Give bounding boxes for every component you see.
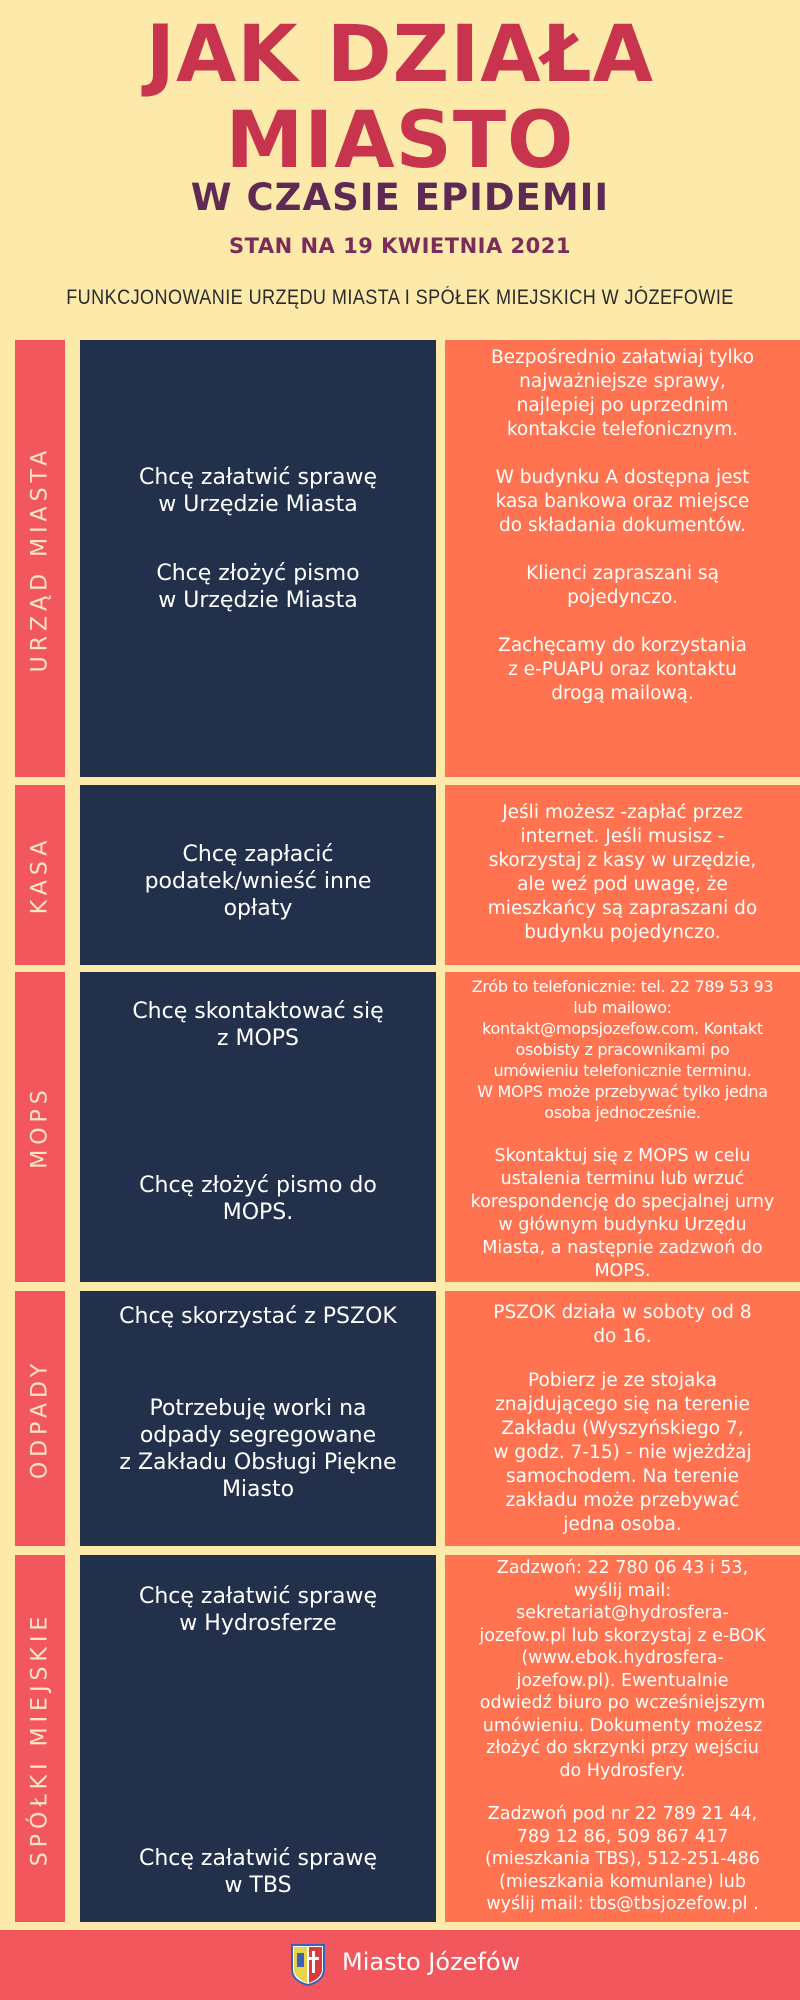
section-mops [0, 972, 800, 1282]
question: Chcę złożyć pismo w Urzędzie Miasta [156, 561, 360, 613]
questions-panel [80, 340, 436, 777]
header [0, 0, 800, 340]
side-bar [15, 340, 65, 777]
subtitle: W CZASIE EPIDEMII [190, 176, 610, 219]
section-label: SPÓŁKI MIEJSKIE [27, 1611, 53, 1866]
question: Chcę zapłacić podatek/wnieść inne opłaty [144, 842, 372, 921]
section-label: MOPS [27, 1085, 53, 1169]
title-line-1: JAK DZIAŁA [145, 10, 655, 100]
answer: Zachęcamy do korzystania z e-PUAPU oraz kontaktu drogą mailową. [498, 635, 747, 704]
questions-panel [80, 785, 436, 965]
answers-panel [445, 1555, 800, 1922]
side-bar [15, 1291, 65, 1546]
section-label: KASA [27, 835, 53, 915]
answer: Skontaktuj się z MOPS w celu ustalenia terminu lub wrzuć korespondencję do specjalnej urny w głównym budynku Urzędu Miasta, a następnie zadzwoń do MOPS. [470, 1146, 775, 1281]
answer: W budynku A dostępna jest kasa bankowa oraz miejsce do składania dokumentów. [495, 467, 750, 536]
section-label: ODPADY [27, 1358, 53, 1479]
answers-panel [445, 785, 800, 965]
question: Chcę złożyć pismo do MOPS. [139, 1173, 377, 1225]
question: Chcę załatwić sprawę w Hydrosferze [139, 1584, 377, 1636]
answer: Jeśli możesz -zapłać przez internet. Jeśli musisz - skorzystaj z kasy w urzędzie, ale weź pod uwagę, że mieszkańcy są zapraszani do budynku pojedynczo. [487, 802, 758, 943]
answers-panel [445, 340, 800, 777]
answers-panel [445, 972, 800, 1282]
date-line: STAN NA 19 KWIETNIA 2021 [229, 234, 571, 258]
answer: Zrób to telefonicznie: tel. 22 789 53 93 lub mailowo: kontakt@mopsjozefow.com. Kontakt osobisty z pracownikami po umówieniu telefonicznie terminu. W MOPS może przebywać tylko jedna osoba jednocześnie. [471, 977, 774, 1122]
section-kasa [0, 785, 800, 965]
answers-panel [445, 1291, 800, 1546]
question: Chcę załatwić sprawę w Urzędzie Miasta [139, 465, 377, 517]
functioning-heading: FUNKCJONOWANIE URZĘDU MIASTA I SPÓŁEK MIEJSKICH W JÓZEFOWIE [66, 286, 734, 309]
answer: Pobierz je ze stojaka znajdującego się na terenie Zakładu (Wyszyńskiego 7, w godz. 7-15) - nie wjeżdżaj samochodem. Na terenie zakładu może przebywać jedna osoba. [493, 1370, 752, 1535]
footer-text: Miasto Józefów [342, 1948, 521, 1976]
answer: Zadzwoń: 22 780 06 43 i 53, wyślij mail: sekretariat@hydrosfera- jozefow.pl lub skorzystaj z e-BOK (www.ebok.hydrosfera- jozefow.pl). Ewentualnie odwiedź biuro po wcześniejszym umówieniu. Dokumenty możesz złożyć do skrzynki przy wejściu do Hydrosfery. [479, 1558, 766, 1781]
side-bar [15, 972, 65, 1282]
questions-panel [80, 1555, 436, 1922]
answer: Bezpośrednio załatwiaj tylko najważniejsze sprawy, najlepiej po uprzednim kontakcie telefonicznym. [490, 347, 755, 440]
answer: PSZOK działa w soboty od 8 do 16. [493, 1302, 752, 1347]
side-bar [15, 1555, 65, 1922]
question: Chcę skontaktować się z MOPS [132, 999, 384, 1051]
footer [0, 1930, 800, 2000]
section-label: URZĄD MIASTA [27, 445, 53, 672]
question: Chcę skorzystać z PSZOK [119, 1304, 397, 1329]
section-odpady [0, 1291, 800, 1546]
question: Chcę załatwić sprawę w TBS [139, 1846, 377, 1898]
questions-panel [80, 972, 436, 1282]
section-urzad-miasta [0, 340, 800, 777]
section-spolki-miejskie [0, 1555, 800, 1922]
title-line-2: MIASTO [225, 96, 575, 186]
answer: Zadzwoń pod nr 22 789 21 44, 789 12 86, 509 867 417 (mieszkania TBS), 512-251-486 (mieszkania komunlane) lub wyślij mail: tbs@tbsjozefow.pl . [485, 1804, 760, 1914]
title [0, 12, 800, 184]
jozefow-coat-of-arms-icon [290, 1943, 326, 1987]
side-bar [15, 785, 65, 965]
question: Potrzebuję worki na odpady segregowane z Zakładu Obsługi Piękne Miasto [119, 1396, 397, 1502]
answer: Klienci zapraszani są pojedynczo. [526, 563, 719, 608]
questions-panel [80, 1291, 436, 1546]
